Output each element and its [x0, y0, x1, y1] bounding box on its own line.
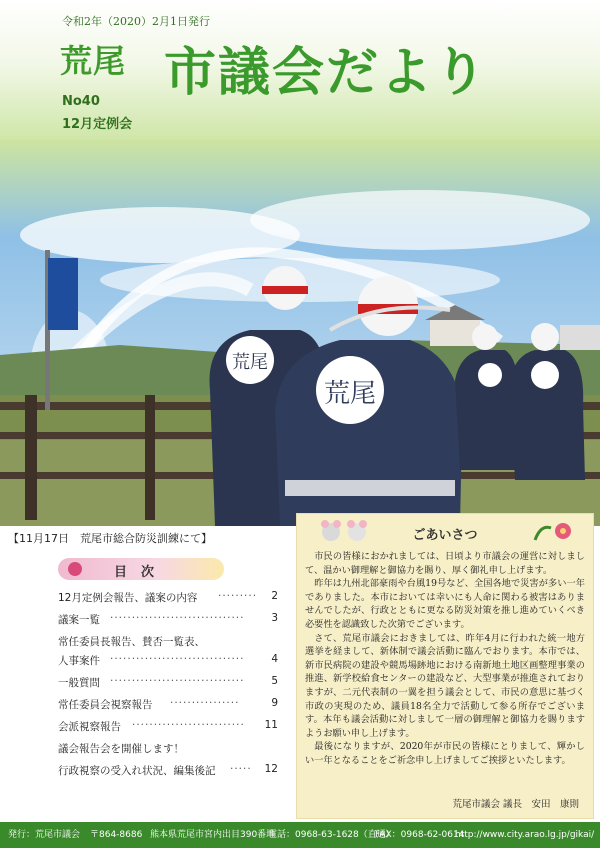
footer-fax: FAX：0968-62-0614: [375, 830, 465, 840]
toc-item[interactable]: [58, 741, 278, 763]
toc-item-title: 議会報告会を開催します！: [58, 742, 184, 755]
greeting-paragraph: さて、荒尾市議会におきましては、昨年4月に行われた統一地方選挙を経まして、新体制で議会活動に臨んでおります。本市では、新市民病院の建設や競馬場跡地における南新地土地区画整理事業の推進、新学校給食センターの建設など、大型事業が推進されておりますが、二元代表制の一翼を担う議会として、市民の意思に基づく市政の実現のため、議員18名全力で活動して参る所存でございます。本年も議会活動に対しまして一層の御理解と御協力を賜りますようお願い申し上げます。: [305, 632, 585, 739]
leader-dots: ·····: [230, 762, 252, 775]
newsletter-title: 市議会だより: [164, 42, 489, 103]
toc-item-title: 議案一覧: [58, 614, 100, 626]
toc-item[interactable]: [58, 675, 278, 697]
toc-item-page: 4: [271, 652, 278, 665]
toc-item-page: 3: [271, 612, 278, 624]
greeting-signature: 荒尾市議会 議長 安田 康則: [452, 799, 579, 810]
toc-item-title: 行政視察の受入れ状況、編集後記: [58, 764, 216, 777]
greeting-body: [305, 550, 585, 768]
toc-heading-label: 目次: [113, 565, 168, 580]
footer-phone: 電話：0968-63-1628（直通）: [268, 830, 395, 840]
toc-item-title: 12月定例会報告、議案の内容: [58, 592, 198, 604]
issue-date: 令和2年（2020）2月1日発行: [62, 15, 210, 28]
leader-dots: ·········: [218, 590, 258, 602]
toc-item[interactable]: [58, 590, 278, 612]
masthead: [0, 0, 600, 140]
photo-caption: 【11月17日 荒尾市総合防災訓練にて】: [8, 532, 212, 545]
jacket-lettering: 荒尾: [232, 352, 268, 373]
greeting-paragraph: 市民の皆様におかれましては、日頃より市議会の運営に対しまして、温かい御理解と御協力を賜り、厚く御礼申し上げます。: [305, 551, 585, 576]
leader-dots: ················: [170, 696, 240, 709]
toc-item[interactable]: [58, 653, 278, 675]
toc-item-title: 常任委員会視察報告: [58, 698, 153, 711]
toc-heading: [58, 558, 224, 580]
toc-item-page: 5: [271, 674, 278, 687]
table-of-contents: [58, 590, 278, 781]
toc-item-title: 常任委員長報告、賛否一覧表、: [58, 636, 205, 648]
greeting-paragraph: 昨年は九州北部豪雨や台風19号など、全国各地で災害が多い一年でありました。本市においては幸いにも人命に関わる被害はありませんでしたが、行政とともに更なる防災対策を推し進めていくべき必要性を認識致した次第でございます。: [305, 578, 585, 630]
session-label: 12月定例会: [62, 117, 133, 132]
footer-url-link[interactable]: http://www.city.arao.lg.jp/gikai/: [455, 830, 595, 840]
toc-item-title: 会派視察報告: [58, 720, 121, 733]
toc-item[interactable]: [58, 763, 278, 782]
jacket-lettering: 荒尾: [323, 379, 377, 409]
footer-publisher: 発行：荒尾市議会: [8, 830, 81, 840]
toc-item-page: 11: [264, 718, 278, 731]
toc-item-page: 12: [264, 762, 278, 775]
footer-postal: 〒864-8686: [90, 830, 143, 840]
greeting-title: ごあいさつ: [412, 528, 478, 543]
leader-dots: ··························: [132, 718, 245, 731]
city-name: 荒尾: [60, 42, 127, 80]
leader-dots: ·······························: [110, 612, 245, 624]
toc-item-title: 一般質問: [58, 676, 100, 689]
footer: [0, 822, 600, 848]
toc-item[interactable]: [58, 612, 278, 634]
cover-photo: [0, 140, 600, 526]
toc-item-page: 2: [271, 590, 278, 602]
issue-number: No40: [62, 94, 100, 109]
footer-address: 熊本県荒尾市宮内出目390番地: [150, 830, 276, 840]
greeting-box: [296, 513, 594, 819]
toc-item[interactable]: [58, 697, 278, 719]
leader-dots: ·······························: [110, 652, 245, 665]
toc-item[interactable]: [58, 719, 278, 741]
toc-item-page: 9: [271, 696, 278, 709]
leader-dots: ·······························: [110, 674, 245, 687]
greeting-paragraph: 最後になりますが、2020年が市民の皆様にとりまして、輝かしい一年となることをご祈念申し上げましてご挨拶といたします。: [305, 741, 585, 766]
toc-item[interactable]: [58, 634, 278, 653]
toc-item-title: 人事案件: [58, 654, 100, 667]
